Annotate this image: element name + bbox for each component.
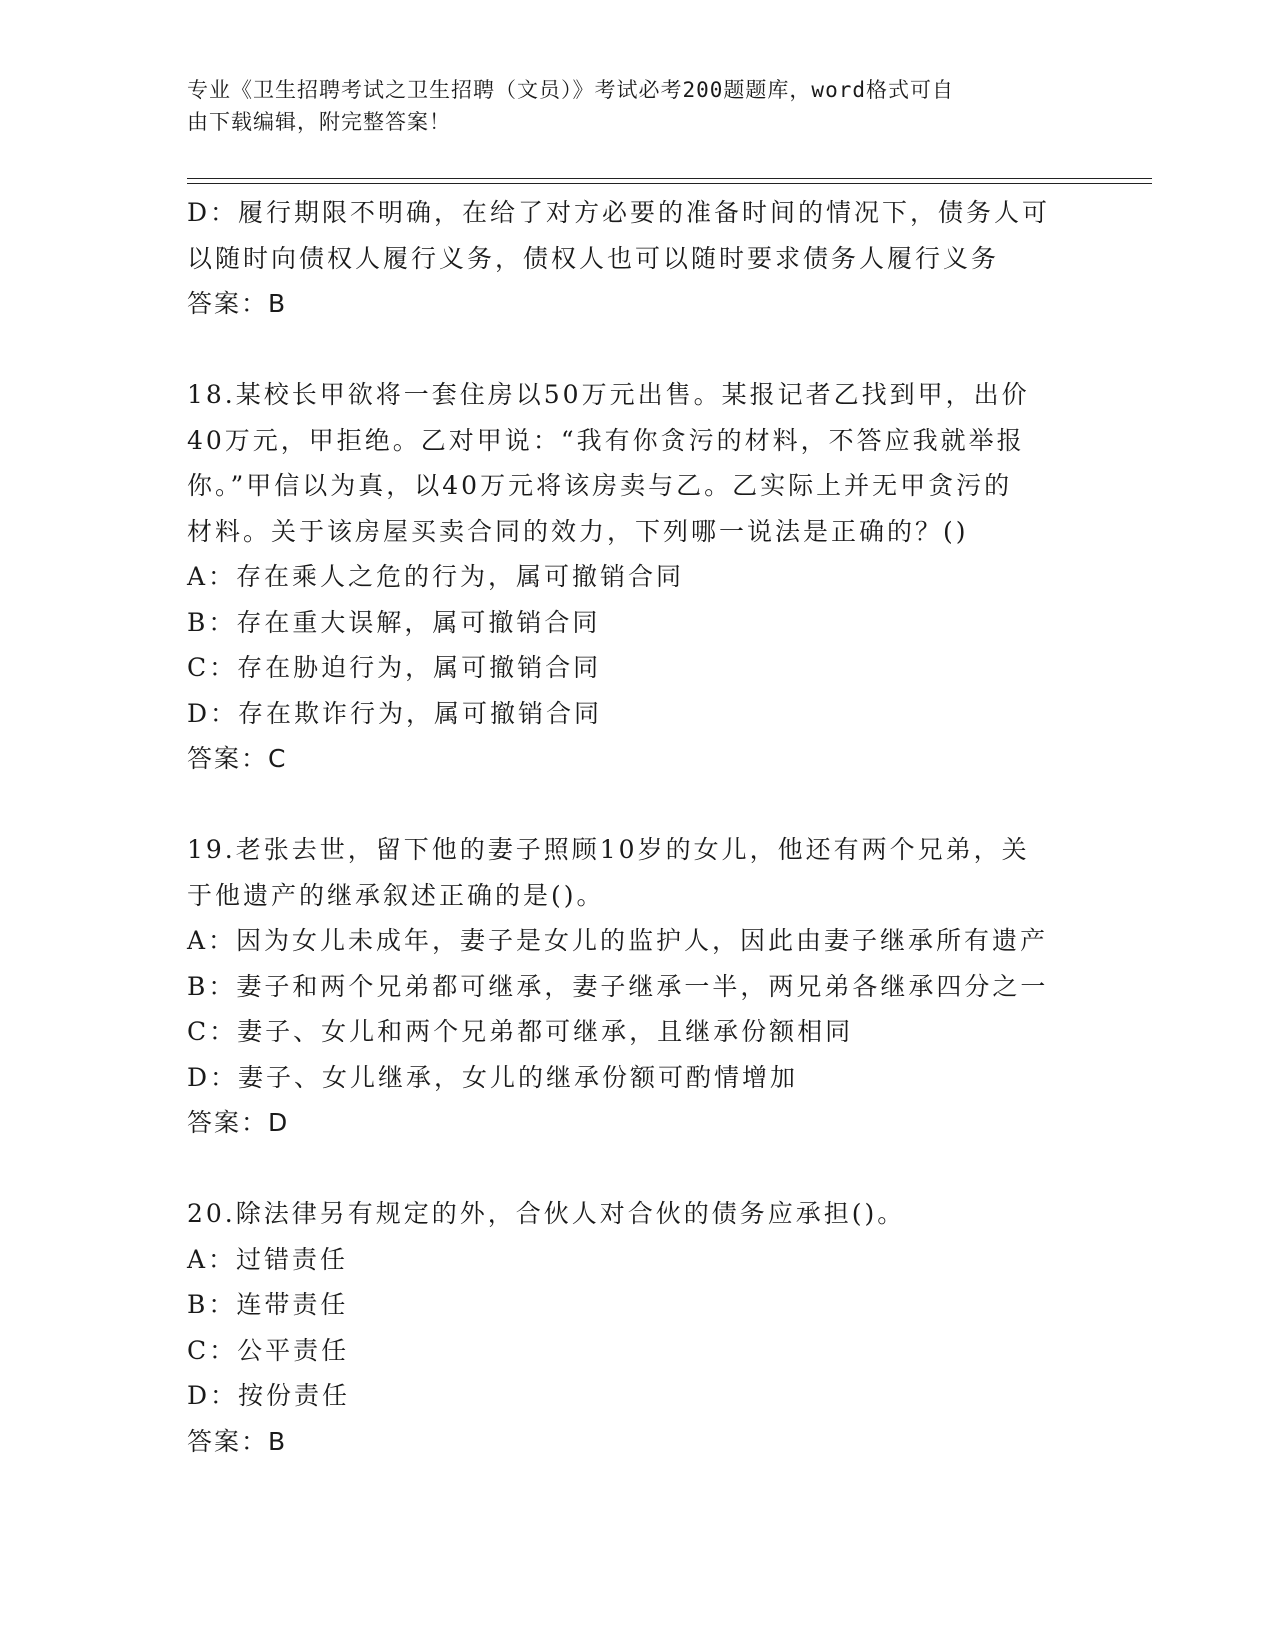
- question-stem-line: 19.老张去世，留下他的妻子照顾10岁的女儿，他还有两个兄弟，关: [187, 835, 1030, 864]
- question-18: [187, 372, 1087, 782]
- option-d: D：存在欺诈行为，属可撤销合同: [187, 698, 603, 728]
- question-stem-line: 于他遗产的继承叙述正确的是()。: [187, 880, 605, 910]
- option-b: B：连带责任: [187, 1290, 349, 1319]
- spacer: [187, 782, 1087, 828]
- option-c: C：妻子、女儿和两个兄弟都可继承，且继承份额相同: [187, 1017, 854, 1046]
- option-d-line-1: D：履行期限不明确，在给了对方必要的准备时间的情况下，债务人可: [187, 198, 1051, 227]
- question-20: [187, 1191, 1087, 1464]
- answer-label: 答案：D: [187, 1108, 290, 1137]
- option-a: A：过错责任: [187, 1244, 349, 1274]
- answer-label: 答案：C: [187, 744, 288, 773]
- question-list: [187, 190, 1087, 1464]
- question-19: [187, 827, 1087, 1146]
- option-c: C：公平责任: [187, 1335, 350, 1365]
- option-d: D：按份责任: [187, 1381, 351, 1410]
- previous-question-tail: [187, 190, 1087, 327]
- option-b: B：妻子和两个兄弟都可继承，妻子继承一半，两兄弟各继承四分之一: [187, 971, 1049, 1001]
- spacer: [187, 327, 1087, 373]
- answer-label: 答案：B: [187, 289, 288, 318]
- question-stem-line: 20.除法律另有规定的外，合伙人对合伙的债务应承担()。: [187, 1199, 906, 1228]
- spacer: [187, 1146, 1087, 1192]
- option-a: A：存在乘人之危的行为，属可撤销合同: [187, 562, 685, 591]
- header-divider-bottom: [187, 183, 1152, 184]
- option-d-line-2: 以随时向债权人履行义务，债权人也可以随时要求债务人履行义务: [187, 243, 1000, 273]
- question-stem-line: 你。”甲信以为真，以40万元将该房卖与乙。乙实际上并无甲贪污的: [187, 471, 1013, 500]
- option-b: B：存在重大误解，属可撤销合同: [187, 607, 601, 637]
- option-c: C：存在胁迫行为，属可撤销合同: [187, 653, 602, 682]
- header-line-2: 由下载编辑，附完整答案！: [187, 110, 451, 134]
- question-stem-line: 18.某校长甲欲将一套住房以50万元出售。某报记者乙找到甲，出价: [187, 380, 1030, 409]
- question-stem-line: 40万元，甲拒绝。乙对甲说：“我有你贪污的材料，不答应我就举报: [187, 425, 1025, 455]
- header-line-1: 专业《卫生招聘考试之卫生招聘（文员）》考试必考200题题库，word格式可自: [187, 78, 954, 102]
- document-header: [187, 74, 1067, 138]
- option-a: A：因为女儿未成年，妻子是女儿的监护人，因此由妻子继承所有遗产: [187, 926, 1049, 955]
- question-stem-line: 材料。关于该房屋买卖合同的效力，下列哪一说法是正确的？(): [187, 516, 969, 546]
- option-d: D：妻子、女儿继承，女儿的继承份额可酌情增加: [187, 1062, 799, 1092]
- header-divider-top: [187, 178, 1152, 179]
- answer-label: 答案：B: [187, 1426, 288, 1456]
